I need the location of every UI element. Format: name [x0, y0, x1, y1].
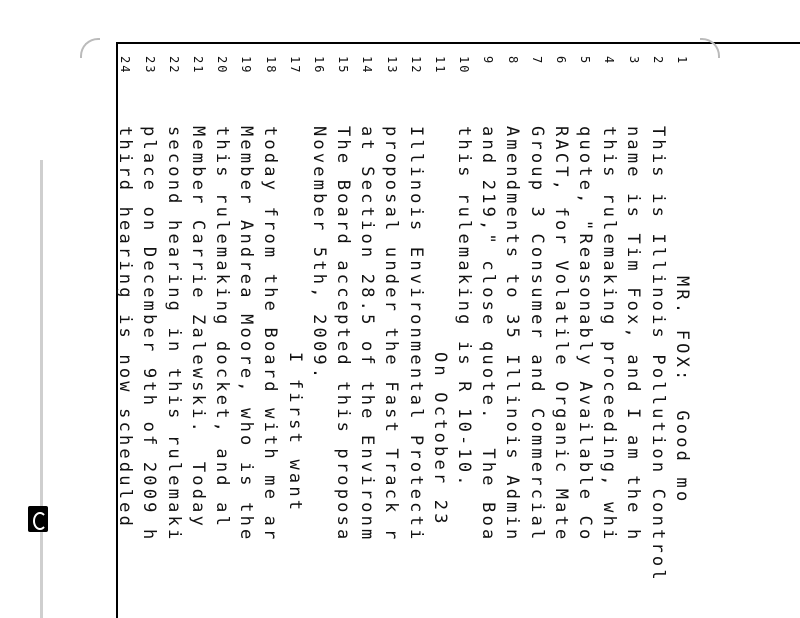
line-number: 23	[142, 56, 157, 75]
transcript-line	[621, 56, 645, 542]
transcript-line	[573, 56, 597, 542]
transcript-line	[452, 56, 476, 489]
line-number: 4	[602, 56, 617, 66]
line-number: 1	[675, 56, 689, 66]
line-number: 10	[457, 56, 472, 75]
line-number: 7	[529, 56, 544, 66]
line-number: 3	[626, 56, 641, 66]
transcript-line	[186, 56, 210, 529]
line-number: 5	[578, 56, 593, 66]
line-text: The Board accepted this proposa	[333, 126, 354, 543]
line-text: this rulemaking docket, and al	[212, 126, 233, 530]
transcript-line	[355, 56, 379, 542]
line-text: name is Tim Fox, and I am the h	[623, 126, 644, 543]
transcript-body	[94, 56, 694, 618]
line-number: 2	[650, 56, 665, 66]
line-number: 11	[433, 56, 447, 75]
line-text: this rulemaking is R 10-10.	[454, 126, 475, 489]
transcript-line	[283, 56, 307, 513]
line-text: proposal under the Fast Track r	[381, 126, 402, 543]
line-number: 19	[239, 56, 254, 75]
line-number: 13	[384, 56, 399, 75]
line-text: This is Illinois Pollution Control	[647, 126, 668, 583]
line-text: MR. FOX: Good mo	[671, 276, 692, 505]
transcript-line	[525, 56, 549, 542]
line-text: Amendments to 35 Illinois Admin	[502, 126, 523, 543]
line-text: at Section 28.5 of the Environm	[357, 126, 378, 543]
binder-punch-icon	[28, 506, 48, 532]
transcript-line	[379, 56, 403, 542]
line-text: Member Carrie Zalewski. Today	[187, 126, 208, 530]
transcript-line	[597, 56, 621, 542]
line-number: 6	[554, 56, 568, 66]
line-number: 21	[191, 56, 205, 75]
line-number: 12	[408, 56, 423, 75]
transcript-line	[670, 56, 694, 504]
line-text: and 219," close quote. The Boa	[478, 126, 499, 543]
line-text: today from the Board with me ar	[260, 126, 281, 543]
line-number: 15	[336, 56, 351, 75]
line-number: 17	[287, 56, 302, 75]
line-text: quote, "Reasonably Available Co	[575, 126, 596, 543]
line-text: Group 3 Consumer and Commercial	[526, 126, 547, 543]
transcript-line	[307, 56, 331, 381]
transcript-line	[428, 56, 452, 527]
line-number: 14	[360, 56, 375, 75]
line-text: November 5th, 2009.	[308, 126, 329, 382]
line-text: I first want	[284, 352, 305, 514]
transcript-line	[500, 56, 524, 542]
line-number: 8	[505, 56, 520, 66]
line-number: 22	[166, 56, 181, 75]
line-text: Illinois Environmental Protecti	[405, 126, 426, 543]
line-text: On October 23	[429, 352, 450, 527]
line-number: 24	[118, 56, 133, 75]
page-corner-left	[80, 38, 100, 58]
line-text: this rulemaking proceeding, whi	[599, 126, 620, 543]
line-text: second hearing in this rulemaki	[163, 126, 184, 543]
transcript-line	[162, 56, 186, 542]
transcript-line	[234, 56, 258, 542]
transcript-line	[258, 56, 282, 542]
transcript-line	[331, 56, 355, 542]
transcript-line	[476, 56, 500, 542]
page-corner-right	[700, 38, 720, 58]
transcript-line	[549, 56, 573, 542]
line-number: 9	[481, 56, 496, 66]
transcript-line	[137, 56, 161, 542]
transcript-line	[113, 56, 137, 529]
line-text: RACT, for Volatile Organic Mate	[550, 126, 571, 543]
line-number: 18	[263, 56, 278, 75]
transcript-line	[646, 56, 670, 583]
line-number: 16	[312, 56, 326, 75]
line-text: third hearing is now scheduled	[115, 126, 136, 530]
scan-margin-line	[40, 160, 43, 618]
line-text: Member Andrea Moore, who is the	[236, 126, 257, 543]
line-text: place on December 9th of 2009 h	[139, 126, 160, 543]
transcript-line	[404, 56, 428, 542]
line-number: 20	[215, 56, 230, 75]
transcript-line	[210, 56, 234, 529]
